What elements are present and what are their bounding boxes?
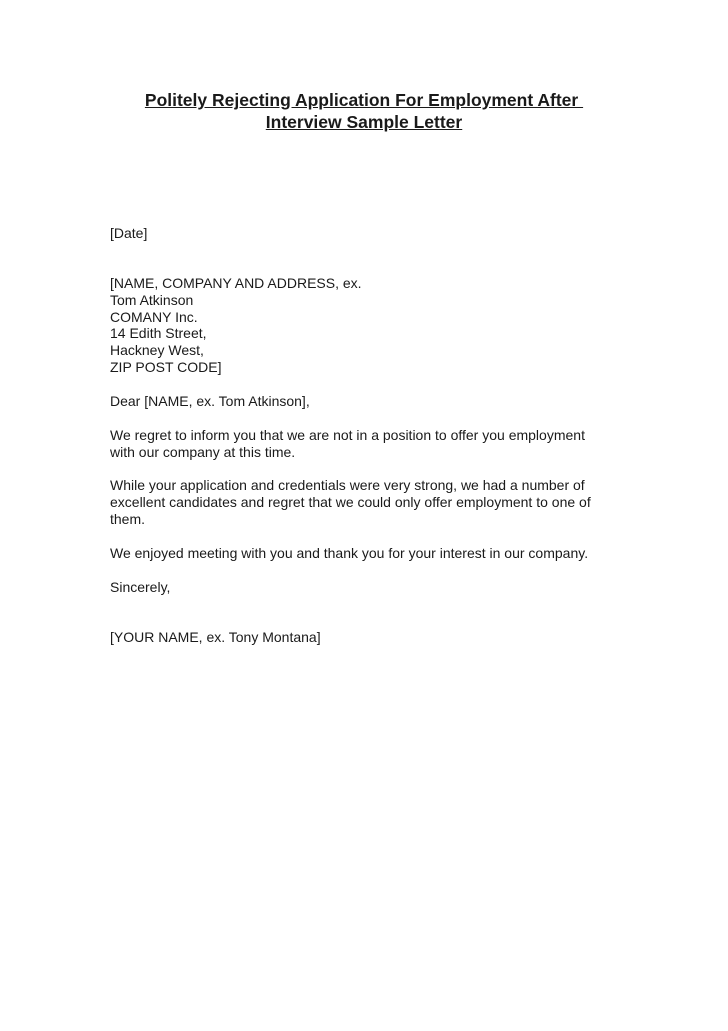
paragraph-line: them. (110, 510, 146, 527)
title-line-2: Interview Sample Letter (265, 112, 463, 132)
recipient-line-3: COMANY Inc. (110, 308, 198, 325)
paragraph-thanks (110, 545, 670, 562)
recipient-line-5: Hackney West, (110, 342, 204, 359)
paragraph-line: We regret to inform you that we are not in a position to offer you employment (110, 427, 585, 443)
paragraph-regret (110, 427, 670, 461)
recipient-line-2: Tom Atkinson (110, 291, 194, 308)
salutation-text: Dear [NAME, ex. Tom Atkinson], (110, 393, 310, 409)
recipient-address-block (110, 275, 670, 376)
paragraph-credentials (110, 477, 670, 527)
signature (110, 629, 670, 646)
salutation (110, 393, 670, 410)
paragraph-line: While your application and credentials were very strong, we had a number of (110, 477, 585, 493)
date-text: [Date] (110, 225, 148, 241)
recipient-line-4: 14 Edith Street, (110, 325, 207, 342)
page-title (64, 89, 664, 133)
recipient-line-1: [NAME, COMPANY AND ADDRESS, ex. (110, 275, 362, 291)
paragraph-line: with our company at this time. (110, 443, 296, 460)
date-placeholder (110, 225, 670, 242)
recipient-line-6: ZIP POST CODE] (110, 358, 222, 375)
title-line-1: Politely Rejecting Application For Employment After (144, 90, 584, 110)
paragraph-line: We enjoyed meeting with you and thank you for your interest in our company. (110, 545, 589, 561)
signature-text: [YOUR NAME, ex. Tony Montana] (110, 629, 321, 645)
closing (110, 579, 670, 596)
paragraph-line: excellent candidates and regret that we could only offer employment to one of (110, 493, 591, 510)
closing-text: Sincerely, (110, 579, 171, 595)
